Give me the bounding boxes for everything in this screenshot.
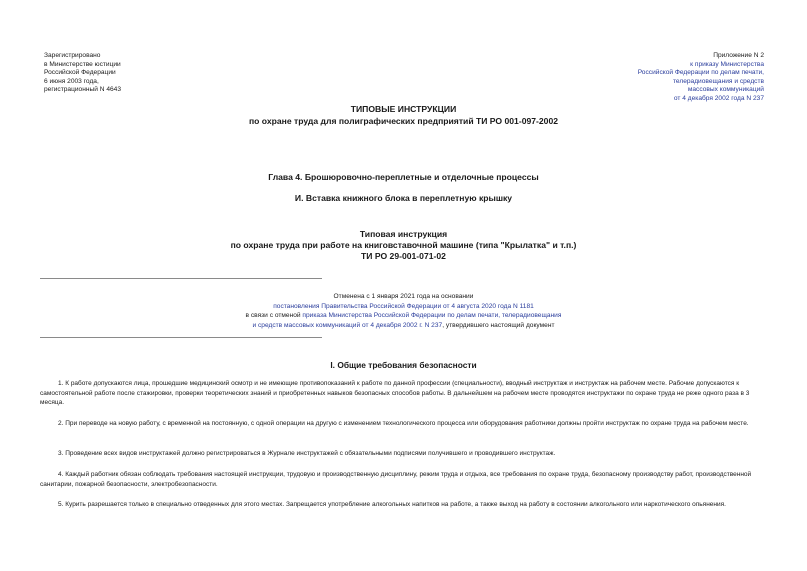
instruction-subtitle: по охране труда при работе на книговставочной машине (типа "Крылатка" и т.п.) (230, 240, 577, 250)
appendix-info (560, 52, 764, 104)
notice-line: Отменена с 1 января 2021 года на основании (333, 293, 474, 300)
registration-line: регистрационный N 4643 (44, 86, 122, 94)
paragraph: 5. Курить разрешается только в специально отведенных для этого местах. Запрещается употребление алкогольных напитков на работе, а также выход на работу в состоянии алкогольного или наркотического опьянения. (58, 501, 726, 508)
resolution-link[interactable]: постановления Правительства Российской Федерации от 4 августа 2020 года N 1181 (273, 302, 534, 310)
cancellation-notice (180, 292, 627, 330)
order-link[interactable]: телерадиовещания и средств (672, 77, 764, 85)
paragraph: 1. К работе допускаются лица, прошедшие медицинский осмотр и не имеющие противопоказаний к работе по данной профессии (специальности), вводный инструктаж и инструктаж на рабочем месте. Рабочие допускаются к самостоятельной работе после стажировки, проверки теоретических знаний и приобретенных навыков безопасных способов работы. В дальнейшем на рабочем месте проводятся инструктажи по охране труда не реже одного раза в 3 месяца. (40, 380, 750, 407)
paragraph: 3. Проведение всех видов инструктажей должно регистрироваться в Журнале инструктажей с обязательными подписями получившего и проводившего инструктаж. (58, 450, 556, 457)
order-link[interactable]: и средств массовых коммуникаций от 4 декабря 2002 г. N 237 (252, 321, 443, 329)
notice-text: в связи с отменой (245, 312, 303, 319)
notice-text: , утвердившего настоящий документ (442, 321, 555, 329)
appendix-label: Приложение N 2 (713, 52, 764, 59)
order-link[interactable]: массовых коммуникаций (687, 86, 764, 94)
registration-line: Зарегистрировано (44, 52, 101, 59)
paragraph: 2. При переводе на новую работу, с временной на постоянную, с одной операции на другую с изменением технологического процесса или оборудования работники должны пройти инструктаж по охране труда на рабочем месте. (58, 420, 749, 427)
registration-info (44, 52, 224, 95)
separator-line (40, 278, 322, 279)
order-link[interactable]: от 4 декабря 2002 года N 237 (673, 94, 764, 102)
section-title: I. Общие требования безопасности (330, 360, 477, 370)
separator-line (40, 337, 322, 338)
chapter-title: Глава 4. Брошюровочно-переплетные и отделочные процессы (268, 172, 539, 182)
order-link[interactable]: Российской Федерации по делам печати, (637, 69, 764, 77)
registration-line: в Министерстве юстиции (44, 60, 121, 68)
doc-subtitle: по охране труда для полиграфических предприятий ТИ РО 001-097-2002 (248, 116, 559, 126)
registration-line: Российской Федерации (44, 69, 116, 77)
subchapter-title: И. Вставка книжного блока в переплетную крышку (294, 193, 513, 203)
order-link[interactable]: приказа Министерства Российской Федерации по делам печати, телерадиовещания (302, 312, 562, 319)
instruction-code: ТИ РО 29-001-071-02 (361, 251, 446, 261)
registration-line: 6 июня 2003 года, (44, 77, 99, 85)
paragraph: 4. Каждый работник обязан соблюдать требования настоящей инструкции, трудовую и производственную дисциплину, режим труда и отдыха, все требования по охране труда, безопасному производству работ, производственной санитарии, пожарной безопасности, электробезопасности. (40, 471, 752, 488)
doc-title: ТИПОВЫЕ ИНСТРУКЦИИ (350, 104, 457, 114)
instruction-title: Типовая инструкция (359, 229, 448, 239)
order-link[interactable]: к приказу Министерства (690, 60, 764, 68)
